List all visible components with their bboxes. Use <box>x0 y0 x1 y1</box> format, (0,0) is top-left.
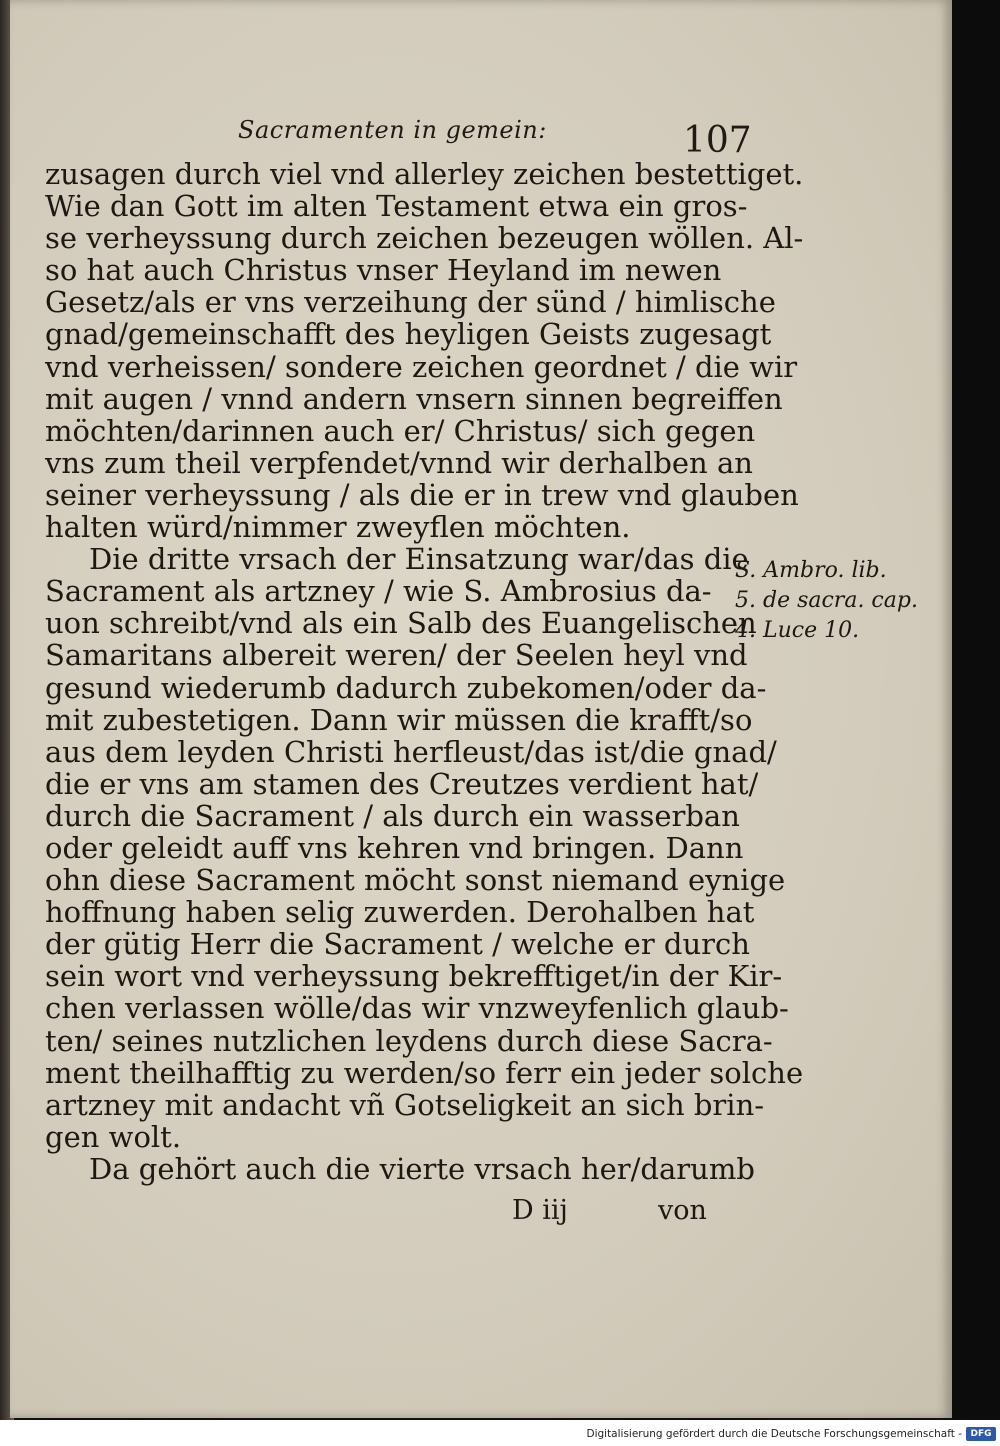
text-line: oder geleidt auff vns kehren vnd bringen. Dann <box>45 830 744 865</box>
text-line: Samaritans albereit weren/ der Seelen heyl vnd <box>45 638 748 673</box>
text-line: vnd verheissen/ sondere zeichen geordnet / die wir <box>45 349 798 384</box>
scan-right-edge <box>952 0 1000 1420</box>
margin-notes <box>735 556 945 646</box>
text-line: ment theilhafftig zu werden/so ferr ein jeder solche <box>45 1055 804 1090</box>
text-line: seiner verheyssung / als die er in trew vnd glauben <box>45 477 799 512</box>
text-line: ohn diese Sacrament möcht sonst niemand eynige <box>45 863 786 898</box>
text-line: gesund wiederumb dadurch zubekomen/oder da- <box>45 670 767 705</box>
text-line: se verheyssung durch zeichen bezeugen wöllen. Al- <box>45 221 804 256</box>
text-line: sein wort vnd verheyssung bekrefftiget/in der Kir- <box>45 959 783 994</box>
text-line: aus dem leyden Christi herfleust/das ist/die gnad/ <box>45 734 777 769</box>
margin-note: S. Ambro. lib. <box>735 558 887 583</box>
text-line: vns zum theil verpfendet/vnnd wir derhalben an <box>45 445 753 480</box>
text-line: mit zubestetigen. Dann wir müssen die krafft/so <box>45 702 753 737</box>
text-line: ten/ seines nutzlichen leydens durch diese Sacra- <box>45 1023 773 1058</box>
dfg-logo-icon: DFG <box>966 1427 996 1441</box>
text-line: durch die Sacrament / als durch ein wasserban <box>45 798 740 833</box>
signature-mark: D iij <box>512 1195 568 1226</box>
text-line: Gesetz/als er vns verzeihung der sünd / himlische <box>45 285 776 320</box>
text-line: Wie dan Gott im alten Testament etwa ein gros- <box>45 189 748 224</box>
text-line: Da gehört auch die vierte vrsach her/darumb <box>89 1151 755 1186</box>
text-line: chen verlassen wölle/das wir vnzweyfenlich glaub- <box>45 991 789 1026</box>
margin-note: 5. de sacra. cap. <box>735 588 918 613</box>
text-line: hoffnung haben selig zuwerden. Derohalben hat <box>45 895 755 930</box>
funding-credit: Digitalisierung gefördert durch die Deutsche Forschungsgemeinschaft - <box>586 1428 962 1440</box>
text-line: halten würd/nimmer zweyflen möchten. <box>45 510 631 545</box>
text-line: artzney mit andacht vñ Gotseligkeit an sich brin- <box>45 1087 765 1122</box>
text-line: gnad/gemeinschafft des heyligen Geists zugesagt <box>45 317 772 352</box>
text-line: so hat auch Christus vnser Heyland im newen <box>45 253 722 288</box>
running-head: Sacramenten in gemein: <box>238 116 547 144</box>
text-line: die er vns am stamen des Creutzes verdient hat/ <box>45 766 759 801</box>
text-line: der gütig Herr die Sacrament / welche er durch <box>45 927 750 962</box>
page-number: 107 <box>683 120 752 161</box>
text-line: uon schreibt/vnd als ein Salb des Euangelischen <box>45 606 757 641</box>
text-line: Sacrament als artzney / wie S. Ambrosius da- <box>45 574 712 609</box>
text-line: möchten/darinnen auch er/ Christus/ sich gegen <box>45 413 756 448</box>
margin-note: 4. Luce 10. <box>735 618 860 643</box>
catchword: von <box>658 1195 707 1226</box>
text-line: zusagen durch viel vnd allerley zeichen bestettiget. <box>45 157 804 191</box>
text-line: Die dritte vrsach der Einsatzung war/das die <box>89 542 749 577</box>
text-line: mit augen / vnnd andern vnsern sinnen begreiffen <box>45 381 783 416</box>
text-line: gen wolt. <box>45 1119 182 1154</box>
